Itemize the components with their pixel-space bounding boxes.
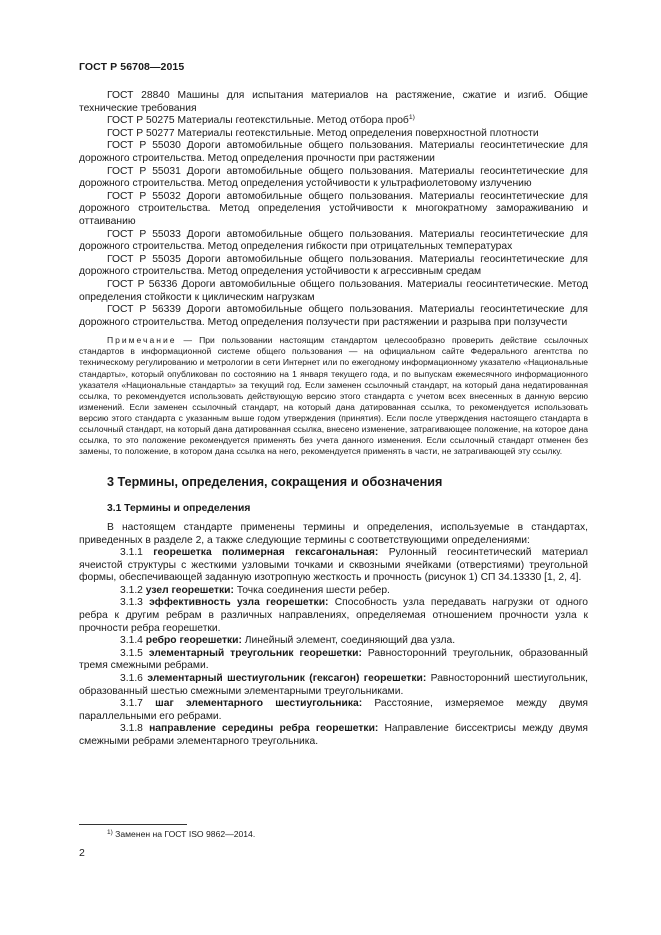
term-name: георешетка полимерная гексагональная: xyxy=(153,547,379,559)
term-definition: Способность узла передавать нагрузки от одного ребра к другим ребрам в различных направлениях, определяемая отношением прочности узла к прочности ребра георешетки. xyxy=(79,597,588,634)
term-definition: Линейный элемент, соединяющий два узла. xyxy=(244,635,456,647)
term-entry xyxy=(79,547,588,585)
term-name: элементарный шестиугольник (гексагон) георешетки: xyxy=(147,673,427,685)
note-paragraph xyxy=(79,335,588,457)
term-entry xyxy=(79,635,588,648)
document-header: ГОСТ Р 56708—2015 xyxy=(79,61,185,73)
term-entry xyxy=(79,698,588,723)
term-entry xyxy=(79,673,588,698)
footnote xyxy=(107,829,255,839)
term-definition: Равносторонний треугольник, образованный тремя смежными ребрами. xyxy=(79,647,588,672)
reference-item: ГОСТ Р 50277 Материалы геотекстильные. Метод определения поверхностной плотности xyxy=(107,127,539,139)
references-list xyxy=(79,90,588,329)
section-title: 3 Термины, определения, сокращения и обозначения xyxy=(107,475,443,490)
term-name: направление середины ребра георешетки: xyxy=(149,723,379,735)
term-entry xyxy=(79,597,588,635)
term-number: 3.1.1 xyxy=(120,547,143,559)
term-name: эффективность узла георешетки: xyxy=(149,597,329,609)
term-number: 3.1.6 xyxy=(120,673,143,685)
term-number: 3.1.3 xyxy=(120,597,143,609)
footnote-mark: 1) xyxy=(107,829,113,836)
term-number: 3.1.4 xyxy=(120,635,143,647)
footnote-marker: 1) xyxy=(408,114,415,122)
term-name: узел георешетки: xyxy=(145,584,234,596)
term-definition: Равносторонний шестиугольник, образованный шестью смежными элементарными треугольниками. xyxy=(79,673,588,697)
subsection-title: 3.1 Термины и определения xyxy=(107,503,251,515)
reference-item: ГОСТ Р 56336 Дороги автомобильные общего пользования. Материалы геосинтетические. Метод определения стойкости к циклическим нагрузкам xyxy=(79,278,588,303)
term-number: 3.1.7 xyxy=(120,698,143,710)
term-name: шаг элементарного шестиугольника: xyxy=(155,698,363,710)
page-content xyxy=(79,90,588,749)
reference-item: ГОСТ Р 50275 Материалы геотекстильные. Метод отбора проб$^{1)}$ xyxy=(107,114,415,127)
section-intro: В настоящем стандарте применены термины и определения, используемые в стандартах, приведенных в разделе 2, а также следующие термины с соответствующими определениями: xyxy=(79,521,588,546)
reference-item: ГОСТ Р 56339 Дороги автомобильные общего пользования. Материалы геосинтетические для дорожного строительства. Метод определения ползучести при растяжении и разрыва при ползучести xyxy=(79,304,588,328)
term-name: ребро георешетки: xyxy=(145,635,242,647)
term-entry xyxy=(79,648,588,673)
term-entry xyxy=(79,585,588,598)
reference-item: ГОСТ Р 55030 Дороги автомобильные общего пользования. Материалы геосинтетические для дорожного строительства. Метод определения прочности при растяжении xyxy=(79,140,588,164)
term-definition: Направление биссектрисы между двумя смежными ребрами элементарного треугольника. xyxy=(79,723,588,747)
reference-item: ГОСТ Р 55033 Дороги автомобильные общего пользования. Материалы геосинтетические для дорожного строительства. Метод определения гибкости при отрицательных температурах xyxy=(79,228,588,253)
page-number: 2 xyxy=(79,847,85,859)
term-name: элементарный треугольник георешетки: xyxy=(148,647,362,659)
term-number: 3.1.2 xyxy=(120,584,143,596)
note-text: — При пользовании настоящим стандартом целесообразно проверить действие ссылочных стандартов в информационной системе общего пользования — на официальном сайте Федерального агентства по техническому регулированию и метрологии в сети Интернет или по ежегодному информационному указателю «Национальные стандарты», который опубликован по состоянию на 1 января текущего года, и по выпускам ежемесячного информационного указателя «Национальные стандарты» за текущий год. Если заменен ссылочный стандарт, на который дана недатированная ссылка, то рекомендуется использовать действующую версию этого стандарта с учетом всех внесенных в данную версию изменений. Если заменен ссылочный стандарт, на который дана датированная ссылка, то рекомендуется использовать версию этого стандарта с указанным выше годом утверждения (принятия). Если после утверждения настоящего стандарта в ссылочный стандарт, на который дана датированная ссылка, внесено изменение, затрагивающее положение, на которое дана ссылка, то это положение рекомендуется применять без учета данного изменения. Если ссылочный стандарт отменен без замены, то положение, в котором дана ссылка на него, рекомендуется применять в части, не затрагивающей эту ссылку. xyxy=(79,335,589,457)
term-number: 3.1.8 xyxy=(120,723,143,735)
reference-item: ГОСТ Р 55031 Дороги автомобильные общего пользования. Материалы геосинтетические для дорожного строительства. Метод определения устойчивости к ультрафиолетовому излучению xyxy=(79,165,588,190)
term-entry xyxy=(79,723,588,748)
note-label: Примечание xyxy=(107,335,177,346)
reference-item: ГОСТ Р 55032 Дороги автомобильные общего пользования. Материалы геосинтетические для дорожного строительства. Метод определения устойчивости к многократному замораживанию и оттаиванию xyxy=(79,190,588,227)
footnote-divider xyxy=(79,824,187,825)
footnote-text: Заменен на ГОСТ ISO 9862—2014. xyxy=(115,829,256,839)
term-definition: Точка соединения шести ребер. xyxy=(236,584,390,596)
reference-item: ГОСТ Р 55035 Дороги автомобильные общего пользования. Материалы геосинтетические для дорожного строительства. Метод определения устойчивости к агрессивным средам xyxy=(79,253,588,278)
reference-item: ГОСТ 28840 Машины для испытания материалов на растяжение, сжатие и изгиб. Общие технические требования xyxy=(79,90,588,114)
term-definition: Рулонный геосинтетический материал ячеистой структуры с жесткими узловыми точками и сквозными ячейками (отверстиями) треугольной формы, обеспечивающей заданную изотропную жесткость и прочность (рисунок 1) СП 34.13330 [1, 2, 4]. xyxy=(79,547,588,584)
terms-list xyxy=(79,547,588,749)
term-number: 3.1.5 xyxy=(120,647,143,659)
term-definition: Расстояние, измеряемое между двумя параллельными его ребрами. xyxy=(79,698,588,722)
